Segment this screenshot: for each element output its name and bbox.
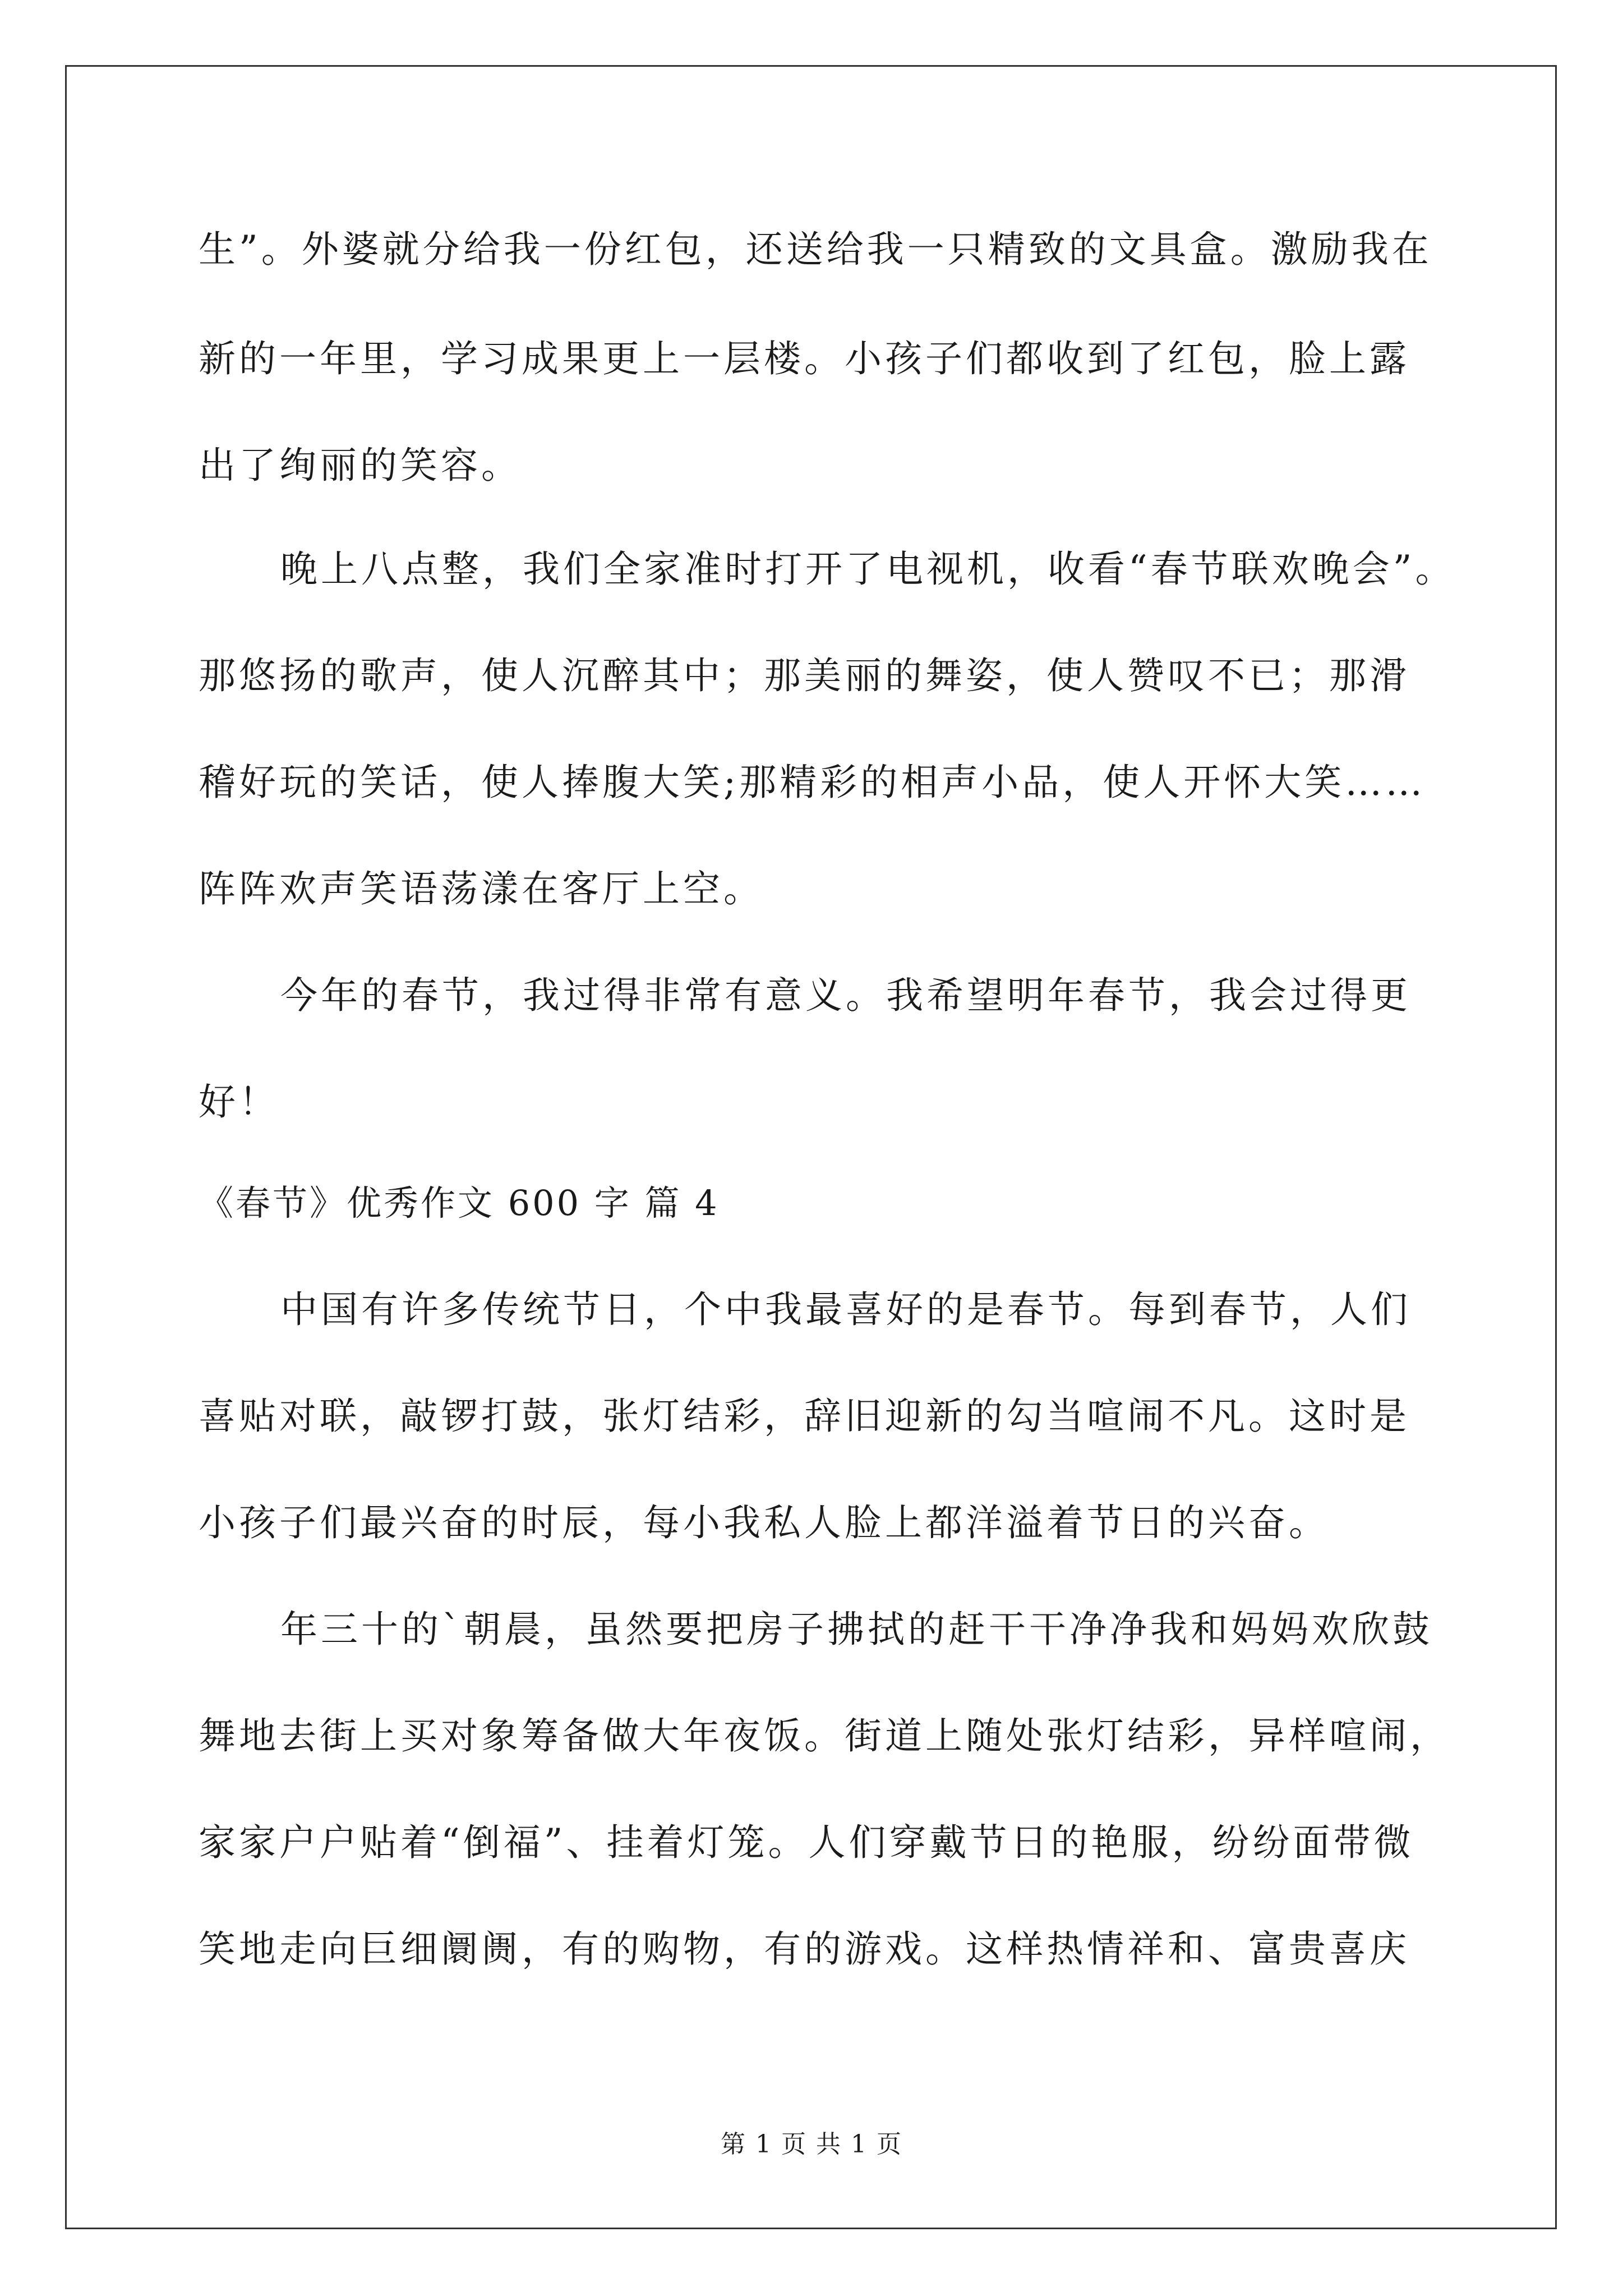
text-line: 家家户户贴着“倒福”、挂着灯笼。人们穿戴节日的艳服，纷纷面带微 [199, 1821, 1414, 1864]
text-line: 喜贴对联，敲锣打鼓，张灯结彩，辞旧迎新的勾当喧闹不凡。这时是 [199, 1395, 1410, 1438]
text-line: 小孩子们最兴奋的时辰，每小我私人脸上都洋溢着节日的兴奋。 [199, 1501, 1329, 1544]
paragraph-start: 晚上八点整，我们全家准时打开了电视机，收看“春节联欢晚会”。 [280, 547, 1456, 591]
text-line: 阵阵欢声笑语荡漾在客厅上空。 [199, 867, 764, 910]
text-line: 新的一年里，学习成果更上一层楼。小孩子们都收到了红包，脸上露 [199, 337, 1410, 380]
page-border [65, 65, 1557, 2229]
text-line: 那悠扬的歌声，使人沉醉其中；那美丽的舞姿，使人赞叹不已；那滑 [199, 654, 1410, 697]
paragraph-start: 中国有许多传统节日，个中我最喜好的是春节。每到春节，人们 [280, 1288, 1411, 1331]
page-number-footer: 第 1 页 共 1 页 [721, 2130, 902, 2159]
section-heading: 《春节》优秀作文 600 字 篇 4 [199, 1182, 720, 1223]
text-line: 好！ [199, 1080, 279, 1124]
text-line: 舞地去街上买对象筹备做大年夜饭。街道上随处张灯结彩，异样喧闹， [199, 1714, 1450, 1757]
text-line: 出了绚丽的笑容。 [199, 444, 522, 487]
text-line: 笑地走向巨细阛阓，有的购物，有的游戏。这样热情祥和、富贵喜庆 [199, 1927, 1410, 1971]
paragraph-start: 今年的春节，我过得非常有意义。我希望明年春节，我会过得更 [280, 974, 1411, 1017]
paragraph-start: 年三十的`朝晨，虽然要把房子拂拭的赶干干净净我和妈妈欢欣鼓 [280, 1608, 1433, 1651]
text-line: 生”。外婆就分给我一份红包，还送给我一只精致的文具盒。激励我在 [199, 228, 1432, 271]
text-line: 稽好玩的笑话，使人捧腹大笑;那精彩的相声小品，使人开怀大笑…… [199, 761, 1426, 804]
